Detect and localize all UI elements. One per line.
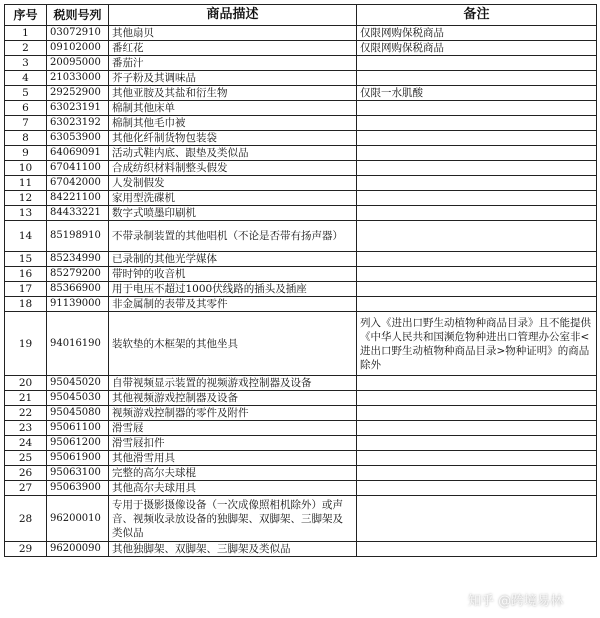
cell-note: [357, 131, 597, 146]
cell-code: 85234990: [47, 252, 109, 267]
header-desc: 商品描述: [109, 5, 357, 26]
table-row: [5, 466, 597, 481]
header-no: 序号: [5, 5, 47, 26]
cell-code: 95061200: [47, 436, 109, 451]
table-row: [5, 176, 597, 191]
cell-code: 09102000: [47, 41, 109, 56]
cell-note: [357, 496, 597, 542]
cell-no: 12: [5, 191, 47, 206]
table-row: [5, 421, 597, 436]
cell-code: 84433221: [47, 206, 109, 221]
cell-note: 列入《进出口野生动植物种商品目录》且不能提供《中华人民共和国濒危物种进出口管理办公室非<进出口野生动植物种商品目录>物种证明》的商品除外: [357, 312, 597, 376]
cell-note: 仅限网购保税商品: [357, 41, 597, 56]
cell-note: [357, 282, 597, 297]
cell-desc: 完整的高尔夫球棍: [109, 466, 357, 481]
cell-no: 22: [5, 406, 47, 421]
cell-desc: 装软垫的木框架的其他坐具: [109, 312, 357, 376]
cell-code: 21033000: [47, 71, 109, 86]
cell-code: 95045030: [47, 391, 109, 406]
cell-desc: 已录制的其他光学媒体: [109, 252, 357, 267]
cell-no: 8: [5, 131, 47, 146]
cell-note: [357, 466, 597, 481]
table-row: [5, 312, 597, 376]
table-row: [5, 436, 597, 451]
cell-desc: 数字式喷墨印刷机: [109, 206, 357, 221]
cell-note: [357, 421, 597, 436]
table-row: [5, 71, 597, 86]
table-row: [5, 376, 597, 391]
cell-no: 6: [5, 101, 47, 116]
cell-code: 95061100: [47, 421, 109, 436]
cell-note: [357, 56, 597, 71]
cell-no: 28: [5, 496, 47, 542]
cell-desc: 芥子粉及其调味品: [109, 71, 357, 86]
table-row: [5, 406, 597, 421]
cell-no: 4: [5, 71, 47, 86]
cell-desc: 不带录制装置的其他唱机（不论是否带有扬声器）: [109, 221, 357, 252]
cell-desc: 棉制其他毛巾被: [109, 116, 357, 131]
cell-desc: 其他高尔夫球用具: [109, 481, 357, 496]
table-row: [5, 116, 597, 131]
cell-no: 9: [5, 146, 47, 161]
cell-code: 96200010: [47, 496, 109, 542]
cell-code: 95063100: [47, 466, 109, 481]
cell-desc: 用于电压不超过1000伏线路的插头及插座: [109, 282, 357, 297]
table-row: [5, 86, 597, 101]
cell-code: 64069091: [47, 146, 109, 161]
cell-no: 14: [5, 221, 47, 252]
cell-code: 94016190: [47, 312, 109, 376]
cell-no: 1: [5, 26, 47, 41]
cell-no: 18: [5, 297, 47, 312]
cell-no: 10: [5, 161, 47, 176]
cell-desc: 滑雪屐: [109, 421, 357, 436]
cell-no: 2: [5, 41, 47, 56]
cell-no: 29: [5, 542, 47, 557]
cell-desc: 非金属制的表带及其零件: [109, 297, 357, 312]
cell-code: 91139000: [47, 297, 109, 312]
cell-note: [357, 436, 597, 451]
cell-desc: 其他滑雪用具: [109, 451, 357, 466]
cell-note: [357, 191, 597, 206]
cell-note: [357, 116, 597, 131]
cell-note: [357, 542, 597, 557]
cell-code: 95063900: [47, 481, 109, 496]
cell-note: [357, 267, 597, 282]
cell-code: 85366900: [47, 282, 109, 297]
cell-code: 84221100: [47, 191, 109, 206]
cell-desc: 滑雪屐扣件: [109, 436, 357, 451]
table-row: [5, 267, 597, 282]
cell-no: 26: [5, 466, 47, 481]
cell-no: 15: [5, 252, 47, 267]
cell-note: [357, 391, 597, 406]
cell-desc: 合成纺织材料制整头假发: [109, 161, 357, 176]
table-row: [5, 146, 597, 161]
header-note: 备注: [357, 5, 597, 26]
cell-note: [357, 221, 597, 252]
cell-code: 63053900: [47, 131, 109, 146]
cell-desc: 棉制其他床单: [109, 101, 357, 116]
cell-code: 95061900: [47, 451, 109, 466]
cell-code: 96200090: [47, 542, 109, 557]
table-row: [5, 496, 597, 542]
table-row: [5, 297, 597, 312]
cell-note: [357, 101, 597, 116]
cell-desc: 自带视频显示装置的视频游戏控制器及设备: [109, 376, 357, 391]
table-row: [5, 481, 597, 496]
table-row: [5, 131, 597, 146]
cell-no: 5: [5, 86, 47, 101]
cell-code: 03072910: [47, 26, 109, 41]
cell-no: 21: [5, 391, 47, 406]
cell-code: 29252900: [47, 86, 109, 101]
product-table: [4, 4, 597, 557]
cell-note: [357, 161, 597, 176]
watermark: 知乎 @跨境易林: [468, 594, 564, 609]
table-row: [5, 26, 597, 41]
cell-desc: 带时钟的收音机: [109, 267, 357, 282]
cell-note: [357, 481, 597, 496]
table-row: [5, 206, 597, 221]
cell-no: 3: [5, 56, 47, 71]
cell-note: 仅限网购保税商品: [357, 26, 597, 41]
table-row: [5, 101, 597, 116]
cell-code: 95045080: [47, 406, 109, 421]
cell-desc: 其他扇贝: [109, 26, 357, 41]
cell-code: 67041100: [47, 161, 109, 176]
cell-note: [357, 176, 597, 191]
cell-desc: 其他亚胺及其盐和衍生物: [109, 86, 357, 101]
table-row: [5, 252, 597, 267]
cell-code: 85198910: [47, 221, 109, 252]
cell-note: [357, 406, 597, 421]
cell-desc: 家用型洗碟机: [109, 191, 357, 206]
cell-code: 95045020: [47, 376, 109, 391]
cell-desc: 其他视频游戏控制器及设备: [109, 391, 357, 406]
cell-no: 17: [5, 282, 47, 297]
cell-desc: 其他独脚架、双脚架、三脚架及类似品: [109, 542, 357, 557]
table-row: [5, 451, 597, 466]
cell-code: 85279200: [47, 267, 109, 282]
cell-code: 20095000: [47, 56, 109, 71]
cell-no: 25: [5, 451, 47, 466]
cell-desc: 番红花: [109, 41, 357, 56]
table-row: [5, 542, 597, 557]
cell-desc: 其他化纤制货物包装袋: [109, 131, 357, 146]
table-row: [5, 56, 597, 71]
cell-no: 24: [5, 436, 47, 451]
cell-desc: 视频游戏控制器的零件及附件: [109, 406, 357, 421]
table-row: [5, 282, 597, 297]
cell-note: [357, 297, 597, 312]
cell-code: 63023192: [47, 116, 109, 131]
cell-no: 13: [5, 206, 47, 221]
table-row: [5, 221, 597, 252]
table-row: [5, 191, 597, 206]
cell-no: 11: [5, 176, 47, 191]
cell-no: 20: [5, 376, 47, 391]
header-row: [5, 5, 597, 26]
cell-note: [357, 376, 597, 391]
cell-desc: 专用于摄影摄像设备（一次成像照相机除外）或声音、视频收录放设备的独脚架、双脚架、三脚架及类似品: [109, 496, 357, 542]
cell-no: 16: [5, 267, 47, 282]
table-body: [5, 26, 597, 557]
cell-no: 27: [5, 481, 47, 496]
cell-note: 仅限一水肌酸: [357, 86, 597, 101]
header-code: 税则号列: [47, 5, 109, 26]
cell-note: [357, 206, 597, 221]
cell-no: 7: [5, 116, 47, 131]
cell-no: 19: [5, 312, 47, 376]
table-row: [5, 41, 597, 56]
cell-note: [357, 146, 597, 161]
cell-code: 63023191: [47, 101, 109, 116]
cell-note: [357, 252, 597, 267]
cell-desc: 番茄汁: [109, 56, 357, 71]
cell-desc: 活动式鞋内底、跟垫及类似品: [109, 146, 357, 161]
table-row: [5, 391, 597, 406]
cell-note: [357, 451, 597, 466]
cell-no: 23: [5, 421, 47, 436]
cell-code: 67042000: [47, 176, 109, 191]
cell-desc: 人发制假发: [109, 176, 357, 191]
table-row: [5, 161, 597, 176]
cell-note: [357, 71, 597, 86]
